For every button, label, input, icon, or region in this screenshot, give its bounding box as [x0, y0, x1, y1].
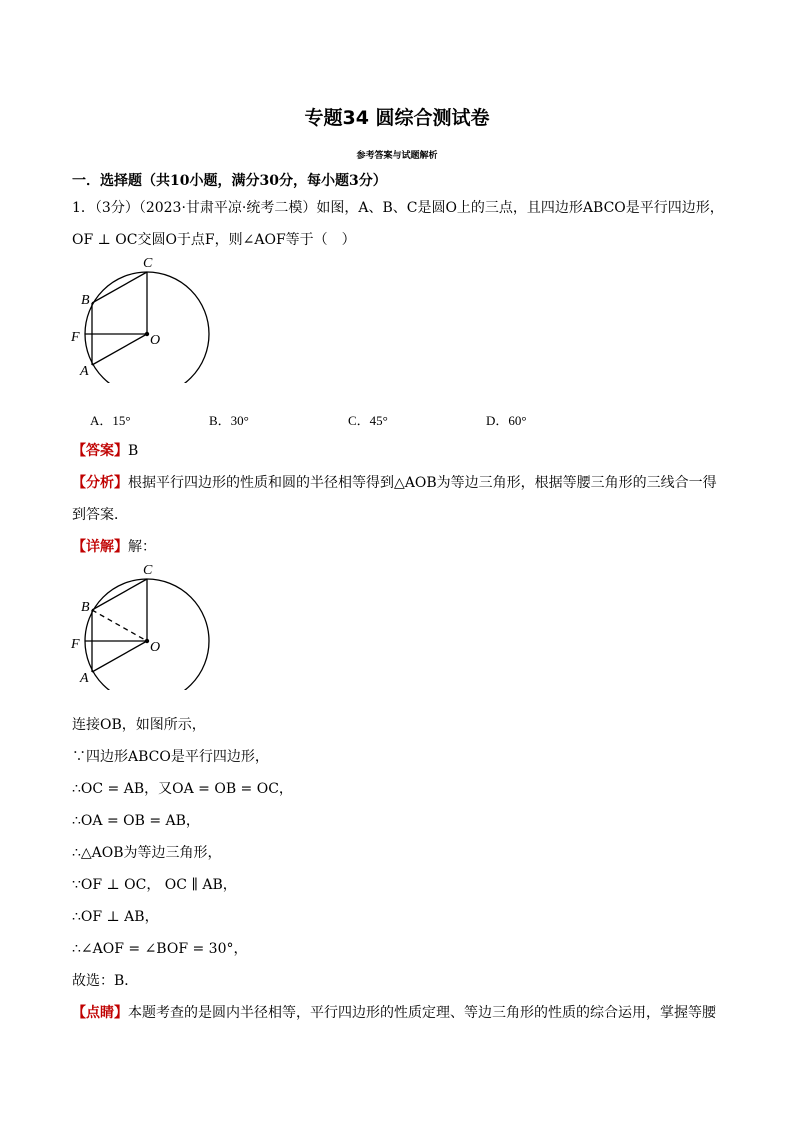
comment-line — [72, 1004, 716, 1022]
detail-line — [72, 538, 156, 556]
figure2-label-b: B — [81, 600, 90, 615]
circle-figure-2 — [66, 560, 216, 690]
figure2-label-c: C — [143, 563, 153, 578]
page-subtitle: 参考答案与试题解析 — [356, 151, 438, 161]
option-d: D．60° — [486, 413, 527, 428]
figure1-label-o: O — [150, 333, 161, 348]
step-3: ∴OA = OB = AB， — [72, 813, 200, 829]
analysis-line-2: 到答案． — [72, 507, 128, 523]
figure1-label-b: B — [81, 293, 90, 308]
answer-tag: 【答案】 — [72, 443, 128, 459]
step-8: 故选：B． — [72, 973, 139, 989]
figure2-label-o: O — [150, 640, 161, 655]
step-1: ∵四边形ABCO是平行四边形， — [72, 749, 269, 765]
question-line-2: OF ⊥ OC交圆O于点F，则∠AOF等于（ ） — [72, 232, 356, 248]
comment-text: 本题考查的是圆内半径相等，平行四边形的性质定理、等边三角形的性质的综合运用，掌握等腰 — [128, 1005, 716, 1021]
step-7: ∴∠AOF = ∠BOF = 30°， — [72, 941, 248, 957]
figure2-label-f: F — [71, 637, 80, 652]
answer-line — [72, 442, 138, 460]
circle-figure-1 — [66, 253, 216, 383]
comment-tag: 【点睛】 — [72, 1005, 128, 1021]
section-heading: 一．选择题（共10小题，满分30分，每小题3分） — [72, 173, 387, 189]
option-b: B．30° — [209, 413, 249, 428]
analysis-tag: 【分析】 — [72, 475, 128, 491]
step-5: ∵OF ⊥ OC， OC ∥ AB， — [72, 877, 237, 893]
option-a: A．15° — [90, 413, 131, 428]
question-line-1: 1．（3分）（2023·甘肃平凉·统考二模）如图，A、B、C是圆O上的三点，且四边形ABCO是平行四边形， — [72, 200, 724, 216]
figure1-label-f: F — [71, 330, 80, 345]
step-2: ∴OC = AB，又OA = OB = OC， — [72, 781, 293, 797]
answer-text: B — [128, 443, 139, 459]
figure1-label-c: C — [143, 256, 153, 271]
figure1-label-a: A — [80, 364, 89, 379]
figure2-label-a: A — [80, 671, 89, 686]
option-c: C．45° — [348, 413, 388, 428]
step-4: ∴△AOB为等边三角形， — [72, 845, 222, 861]
step-0: 连接OB，如图所示， — [72, 717, 206, 733]
analysis-text-1: 根据平行四边形的性质和圆的半径相等得到△AOB为等边三角形，根据等腰三角形的三线合一得 — [128, 475, 717, 491]
analysis-line-1 — [72, 474, 717, 492]
detail-tag: 【详解】 — [72, 539, 128, 555]
page-title: 专题34 圆综合测试卷 — [304, 107, 490, 129]
step-6: ∴OF ⊥ AB， — [72, 909, 159, 925]
detail-text: 解： — [128, 539, 156, 555]
